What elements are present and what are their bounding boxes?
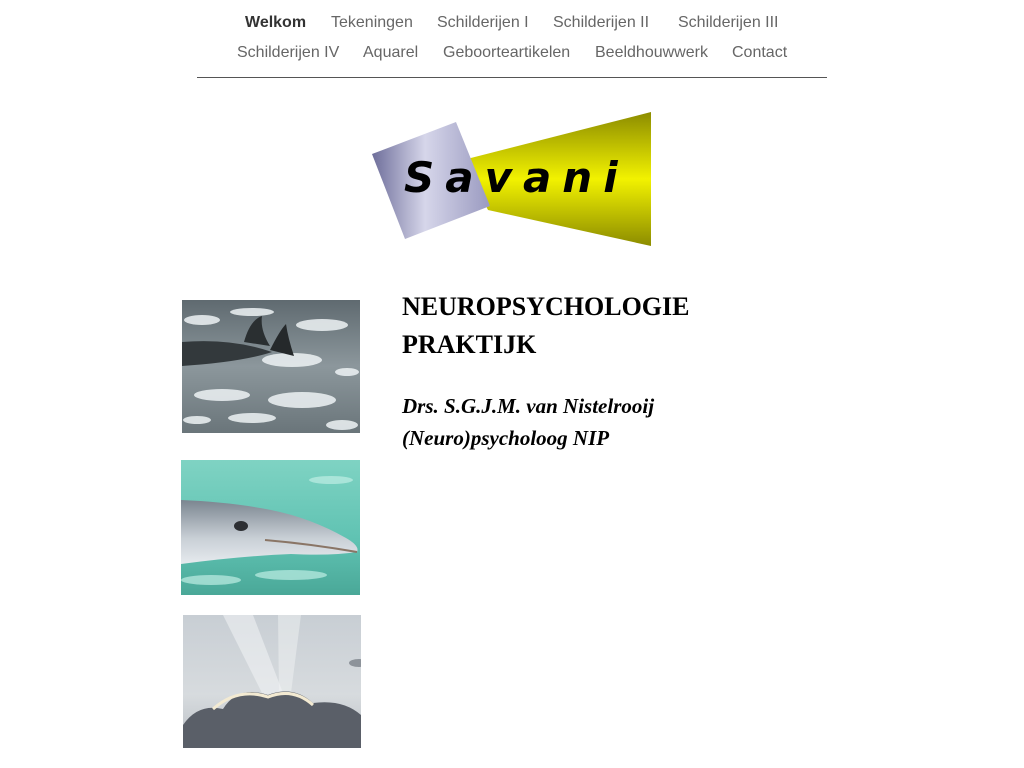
sunrays-clouds-photo xyxy=(183,615,361,748)
practitioner-name: Drs. S.G.J.M. van Nistelrooij xyxy=(402,394,655,418)
nav-item-schilderijen-1[interactable]: Schilderijen I xyxy=(437,14,529,31)
nav-item-contact[interactable]: Contact xyxy=(732,44,788,61)
nav-row-2 xyxy=(0,42,1024,64)
heading-line-1: NEUROPSYCHOLOGIE xyxy=(402,292,690,321)
logo-text: Savani xyxy=(404,153,629,202)
nav-divider xyxy=(197,77,827,78)
nav-item-schilderijen-3[interactable]: Schilderijen III xyxy=(678,14,779,31)
practitioner-info xyxy=(402,390,782,454)
nav-item-geboorteartikelen[interactable]: Geboorteartikelen xyxy=(443,44,571,61)
nav-item-schilderijen-2[interactable]: Schilderijen II xyxy=(553,14,650,31)
nav-item-schilderijen-4[interactable]: Schilderijen IV xyxy=(237,44,340,61)
nav-item-tekeningen[interactable]: Tekeningen xyxy=(331,14,413,31)
nav-item-welkom[interactable]: Welkom xyxy=(245,14,307,31)
dolphin-head-photo xyxy=(181,460,360,595)
heading-line-2: PRAKTIJK xyxy=(402,330,537,359)
nav-item-beeldhouwwerk[interactable]: Beeldhouwwerk xyxy=(595,44,708,61)
nav-item-aquarel[interactable]: Aquarel xyxy=(363,44,419,61)
practitioner-title: (Neuro)psycholoog NIP xyxy=(402,426,610,450)
site-logo xyxy=(368,108,658,250)
dolphin-fins-photo xyxy=(182,300,360,433)
page-heading xyxy=(402,288,762,364)
nav-row-1 xyxy=(0,12,1024,34)
